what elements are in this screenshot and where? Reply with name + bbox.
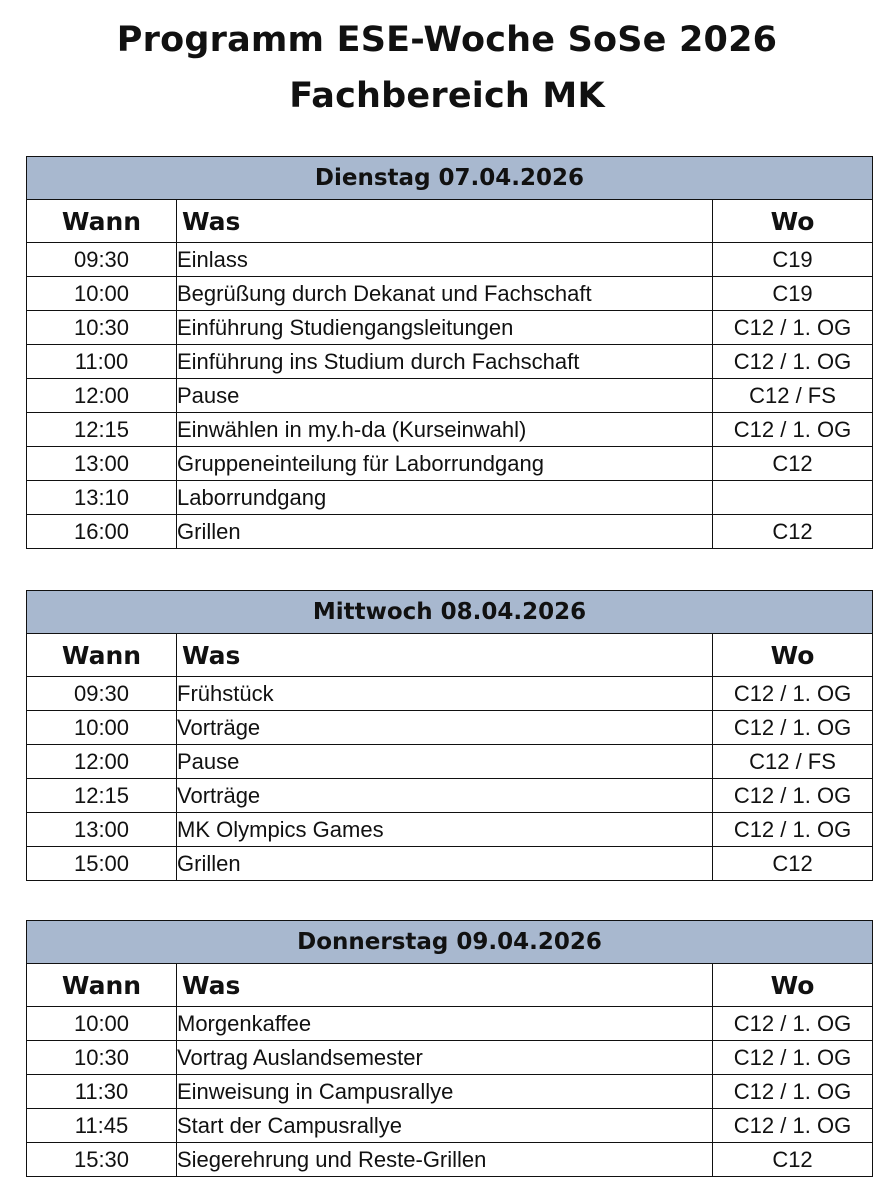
- table-row: [27, 779, 873, 813]
- cell-wo: C12 / 1. OG: [713, 1109, 873, 1143]
- table-row: [27, 813, 873, 847]
- table-row: [27, 711, 873, 745]
- cell-was: Grillen: [177, 515, 713, 549]
- cell-wo: C12: [713, 1143, 873, 1177]
- cell-was: Begrüßung durch Dekanat und Fachschaft: [177, 277, 713, 311]
- cell-wann: 13:10: [27, 481, 177, 515]
- column-header-was: Was: [177, 964, 713, 1007]
- day-header: Dienstag 07.04.2026: [27, 157, 873, 200]
- cell-wann: 11:45: [27, 1109, 177, 1143]
- cell-wann: 10:00: [27, 277, 177, 311]
- cell-was: MK Olympics Games: [177, 813, 713, 847]
- cell-was: Einweisung in Campusrallye: [177, 1075, 713, 1109]
- day-header: Donnerstag 09.04.2026: [27, 921, 873, 964]
- column-header-was: Was: [177, 634, 713, 677]
- cell-wo: C19: [713, 277, 873, 311]
- cell-wo: C12 / 1. OG: [713, 311, 873, 345]
- cell-wo: C12 / 1. OG: [713, 345, 873, 379]
- column-header-wann: Wann: [27, 200, 177, 243]
- cell-was: Einlass: [177, 243, 713, 277]
- table-row: [27, 447, 873, 481]
- table-row: [27, 311, 873, 345]
- cell-was: Gruppeneinteilung für Laborrundgang: [177, 447, 713, 481]
- cell-wo: C12 / 1. OG: [713, 711, 873, 745]
- table-row: [27, 677, 873, 711]
- cell-was: Vorträge: [177, 779, 713, 813]
- cell-was: Pause: [177, 745, 713, 779]
- cell-wann: 13:00: [27, 813, 177, 847]
- column-header-wo: Wo: [713, 634, 873, 677]
- cell-wann: 10:00: [27, 1007, 177, 1041]
- column-header-wo: Wo: [713, 200, 873, 243]
- cell-was: Siegerehrung und Reste-Grillen: [177, 1143, 713, 1177]
- cell-wann: 09:30: [27, 677, 177, 711]
- schedule-table-donnerstag: [26, 920, 873, 1177]
- cell-wann: 11:30: [27, 1075, 177, 1109]
- cell-wann: 16:00: [27, 515, 177, 549]
- cell-was: Vorträge: [177, 711, 713, 745]
- cell-wo: C12 / 1. OG: [713, 1007, 873, 1041]
- table-row: [27, 379, 873, 413]
- table-row: [27, 515, 873, 549]
- cell-wo: C12: [713, 447, 873, 481]
- table-row: [27, 1007, 873, 1041]
- cell-wann: 12:00: [27, 745, 177, 779]
- schedule-table-mittwoch: [26, 590, 873, 881]
- cell-wann: 15:30: [27, 1143, 177, 1177]
- schedule-table-dienstag: [26, 156, 873, 549]
- cell-wo: C12 / 1. OG: [713, 413, 873, 447]
- table-row: [27, 745, 873, 779]
- cell-was: Frühstück: [177, 677, 713, 711]
- cell-wann: 10:30: [27, 1041, 177, 1075]
- cell-wann: 15:00: [27, 847, 177, 881]
- cell-wann: 09:30: [27, 243, 177, 277]
- table-row: [27, 1041, 873, 1075]
- cell-was: Laborrundgang: [177, 481, 713, 515]
- cell-was: Pause: [177, 379, 713, 413]
- column-header-was: Was: [177, 200, 713, 243]
- table-row: [27, 413, 873, 447]
- table-row: [27, 1109, 873, 1143]
- table-row: [27, 277, 873, 311]
- table-row: [27, 847, 873, 881]
- column-header-wann: Wann: [27, 634, 177, 677]
- cell-wo: C12 / 1. OG: [713, 1041, 873, 1075]
- cell-wo: [713, 481, 873, 515]
- table-row: [27, 1075, 873, 1109]
- cell-wo: C12 / 1. OG: [713, 779, 873, 813]
- cell-wo: C19: [713, 243, 873, 277]
- cell-wo: C12 / 1. OG: [713, 813, 873, 847]
- column-header-wo: Wo: [713, 964, 873, 1007]
- table-row: [27, 1143, 873, 1177]
- title-line-1: Programm ESE-Woche SoSe 2026: [116, 20, 778, 60]
- column-header-wann: Wann: [27, 964, 177, 1007]
- cell-wann: 10:30: [27, 311, 177, 345]
- cell-wo: C12 / 1. OG: [713, 677, 873, 711]
- cell-wann: 12:15: [27, 413, 177, 447]
- cell-wann: 13:00: [27, 447, 177, 481]
- table-row: [27, 481, 873, 515]
- table-row: [27, 345, 873, 379]
- day-header: Mittwoch 08.04.2026: [27, 591, 873, 634]
- cell-was: Einführung ins Studium durch Fachschaft: [177, 345, 713, 379]
- cell-was: Grillen: [177, 847, 713, 881]
- cell-was: Vortrag Auslandsemester: [177, 1041, 713, 1075]
- title-line-2: Fachbereich MK: [289, 76, 605, 116]
- cell-wo: C12 / FS: [713, 379, 873, 413]
- cell-wo: C12: [713, 515, 873, 549]
- cell-was: Start der Campusrallye: [177, 1109, 713, 1143]
- cell-wann: 12:00: [27, 379, 177, 413]
- cell-wo: C12 / FS: [713, 745, 873, 779]
- cell-wann: 12:15: [27, 779, 177, 813]
- cell-wann: 11:00: [27, 345, 177, 379]
- cell-was: Einführung Studiengangsleitungen: [177, 311, 713, 345]
- cell-wo: C12: [713, 847, 873, 881]
- cell-wann: 10:00: [27, 711, 177, 745]
- table-row: [27, 243, 873, 277]
- cell-was: Morgenkaffee: [177, 1007, 713, 1041]
- cell-wo: C12 / 1. OG: [713, 1075, 873, 1109]
- cell-was: Einwählen in my.h-da (Kurseinwahl): [177, 413, 713, 447]
- document-title: [0, 12, 894, 124]
